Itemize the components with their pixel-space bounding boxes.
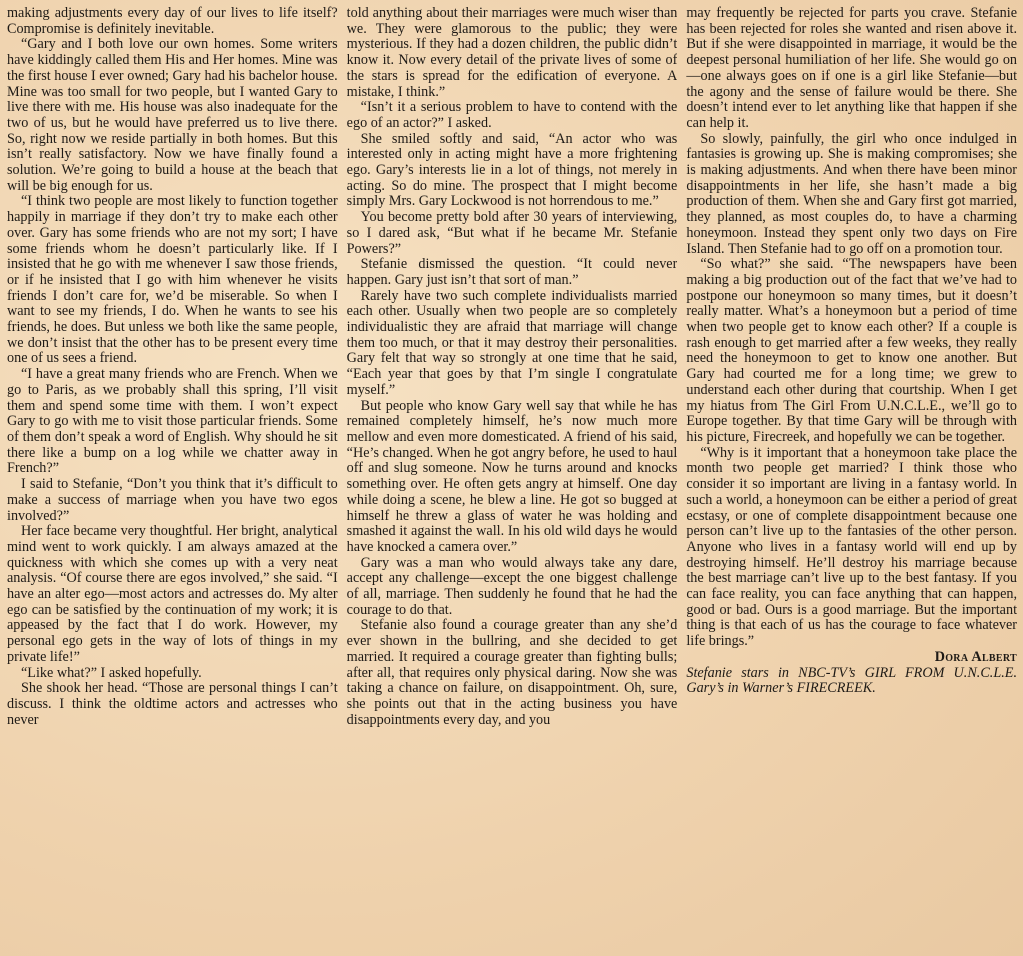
paragraph: She shook her head. “Those are personal things I can’t discuss. I think the oldtime actors and actresses who never <box>7 680 338 728</box>
paragraph: “So what?” she said. “The newspapers have been making a big production out of the fact that we’ve had to postpone our honeymoon so many times, but it doesn’t really matter. What’s a honeymoon but a period of time when two people get to know each other? If a couple is rash enough to get married after a few weeks, they really need the honeymoon to get to know one another. But Gary had courted me for a long time; we grew to understand each other during that courtship. When I get my hiatus from The Girl From U.N.C.L.E., we’ll go to Europe together. By that time Gary will be through with his picture, Firecreek, and hopefully we can be together. <box>686 256 1018 445</box>
paragraph: “Gary and I both love our own homes. Some writers have kiddingly called them His and Her homes. Mine was the first house I ever owned; Gary had his bachelor house. Mine was too small for two people, but I wanted Gary to live there with me. His house was also inadequate for the two of us, but he would have preferred us to live there. So, right now we reside partially in both homes. But this isn’t really satisfactory. Now we have finally found a solution. We’re going to build a house at the beach that will be big enough for us. <box>7 36 338 194</box>
paragraph: Stefanie also found a courage greater than any she’d ever shown in the bullring, and she decided to get married. It required a courage greater than fighting bulls; after all, that requires only physical daring. Now she was taking a chance on failure, on disappointment. Oh, sure, she points out that in the acting business you have disappointments every day, and you <box>346 617 678 728</box>
paragraph: “Like what?” I asked hopefully. <box>21 664 202 681</box>
author-byline: Dora Albert <box>934 648 1018 665</box>
paragraph: Stefanie dismissed the question. “It could never happen. Gary just isn’t that sort of man.” <box>346 256 678 288</box>
paragraph: But people who know Gary well say that while he has remained completely himself, he’s now much more mellow and even more domesticated. A friend of his said, “He’s changed. When he got angry before, he used to haul off and slug someone. Now he turns around and knocks something over. He often gets angry at himself. One day while doing a scene, he blew a line. He got so bugged at himself he threw a glass of water he was holding and smashed it against the wall. In his old wild days he would have knocked a camera over.” <box>346 397 678 555</box>
column-3 <box>686 6 1017 956</box>
column-2 <box>347 6 678 956</box>
paragraph: She smiled softly and said, “An actor who was interested only in acting might have a more frightening ego. Gary’s interests lie in a lot of things, not merely in acting. So do mine. The prospect that I might become simply Mrs. Gary Lockwood is not horrendous to me.” <box>346 130 678 210</box>
paragraph: “Isn’t it a serious problem to have to contend with the ego of an actor?” I asked. <box>346 99 678 131</box>
paragraph: “I think two people are most likely to function together happily in marriage if they don’t try to make each other over. Gary has some friends who are not my sort; I have some friends whom he doesn’t particularly like. If I insisted that he go with me whenever I saw those friends, or if he insisted that I go with him whenever he visits friends I don’t care for, we’d be miserable. So when I want to see my friends, I do. When he wants to see his friends, he does. But unless we both like the same people, we don’t insist that the other has to be present every time one of us sees a friend. <box>7 193 338 367</box>
column-1 <box>7 6 338 956</box>
paragraph: Rarely have two such complete individualists married each other. Usually when two people are so completely individualistic they are afraid that marriage will change them too much, or that it may destroy their personalities. Gary felt that way so strongly at one time that he said, “Each year that goes by that I’m single I congratulate myself.” <box>346 287 678 398</box>
paragraph: So slowly, painfully, the girl who once indulged in fantasies is growing up. She is making compromises; she is making adjustments. And when there have been minor disappointments in her life, she hasn’t made a big production of them. When she and Gary first got married, they planned, as most couples do, to have a charming honeymoon. Instead they spent only two days on Fire Island. Then Stefanie had to go off on a promotion tour. <box>686 130 1018 257</box>
paragraph: may frequently be rejected for parts you crave. Stefanie has been rejected for roles she wanted and risen above it. But if she were disappointed in marriage, it would be the deepest personal humiliation of her life. She would go on—one always goes on if one is a girl like Stefanie—but the agony and the sense of failure would be there. She doesn’t intend ever to let anything like that happen if she can help it. <box>686 6 1018 131</box>
paragraph: Her face became very thoughtful. Her bright, analytical mind went to work quickly. I am always amazed at the quickness with which she comes up with a very neat analysis. “Of course there are egos involved,” she said. “I have an alter ego—most actors and actresses do. My alter ego can be satisfied by the continuation of my work; it is appeased by the fact that I do work. However, my personal ego gets in the way of lots of things in my private life!” <box>7 523 338 665</box>
paragraph: “I have a great many friends who are French. When we go to Paris, as we probably shall this spring, I’ll visit them and spend some time with them. I won’t expect Gary to go with me to visit those particular friends. Some of them don’t speak a word of English. Why should he sit there like a bump on a log while we chatter away in French?” <box>7 366 338 477</box>
paragraph: I said to Stefanie, “Don’t you think that it’s difficult to make a success of marriage when you have two egos involved?” <box>7 476 338 524</box>
credit-note: Stefanie stars in NBC-TV’s GIRL FROM U.N.C.L.E. Gary’s in Warner’s FIRECREEK. <box>686 664 1018 697</box>
paragraph: told anything about their marriages were much wiser than we. They were glamorous to the public; they were mysterious. If they had a dozen children, the public didn’t know it. Now every detail of the private lives of some of the stars is spread for the edification of everyone. A mistake, I think.” <box>346 6 678 100</box>
paragraph: making adjustments every day of our lives to life itself? Compromise is definitely inevitable. <box>7 6 338 37</box>
paragraph: Gary was a man who would always take any dare, accept any challenge—except the one biggest challenge of all, marriage. Then suddenly he found that he had the courage to do that. <box>346 554 678 618</box>
paragraph: You become pretty bold after 30 years of interviewing, so I dared ask, “But what if he became Mr. Stefanie Powers?” <box>346 209 678 257</box>
paragraph: “Why is it important that a honeymoon take place the month two people get married? I think those who consider it so important are living in a fantasy world. In such a world, a honeymoon can be either a period of great ecstasy, or one of complete disappointment because one person can’t live up to the fantasies of the other person. Anyone who lives in a fantasy world will end up by destroying himself. He’ll destroy his marriage because the best marriage can’t live up to the best fantasy. If you can face reality, you can face anything that can happen, good or bad. Ours is a good marriage. But the important thing is that each of us has the courage to face whatever life brings.” <box>686 444 1018 650</box>
